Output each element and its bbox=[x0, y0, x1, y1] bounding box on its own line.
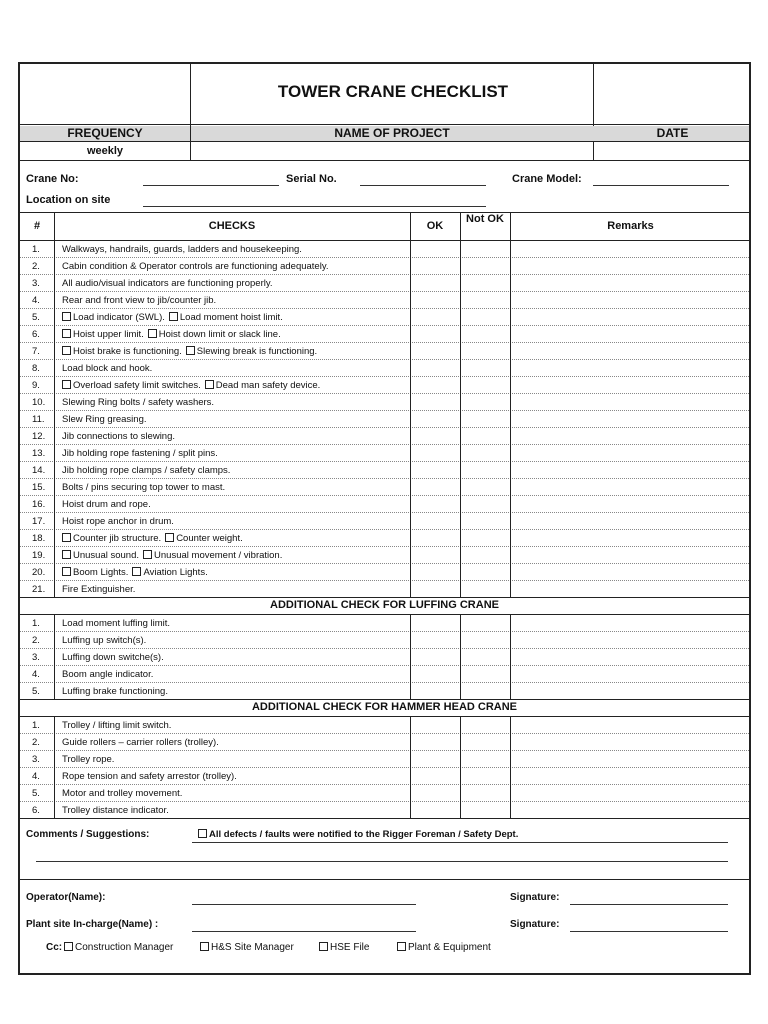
check-text bbox=[62, 465, 230, 476]
checkbox-icon bbox=[200, 942, 209, 951]
not-ok-cell[interactable] bbox=[461, 563, 509, 580]
date-label: DATE bbox=[656, 126, 689, 140]
plant-signature-label: Signature: bbox=[510, 919, 560, 930]
row-number: 4. bbox=[32, 295, 40, 306]
crane-no-field[interactable] bbox=[143, 185, 279, 186]
ok-cell[interactable] bbox=[411, 512, 459, 529]
check-text-part: Counter jib structure. bbox=[73, 533, 162, 544]
checkbox-icon bbox=[397, 942, 406, 951]
column-divider bbox=[510, 614, 511, 699]
row-number: 21. bbox=[32, 584, 46, 595]
column-divider bbox=[410, 716, 411, 818]
checkbox-icon[interactable] bbox=[148, 329, 157, 338]
comments-bottom-rule bbox=[20, 879, 749, 880]
ok-cell[interactable] bbox=[411, 665, 459, 682]
check-text-part: Aviation Lights. bbox=[143, 567, 208, 578]
ok-cell[interactable] bbox=[411, 461, 459, 478]
row-number: 15. bbox=[32, 482, 46, 493]
remarks-cell[interactable] bbox=[511, 750, 749, 767]
ok-cell[interactable] bbox=[411, 784, 459, 801]
cc-construction-manager[interactable]: Construction Manager bbox=[64, 942, 173, 953]
not-ok-cell[interactable] bbox=[461, 376, 509, 393]
not-ok-cell[interactable] bbox=[461, 495, 509, 512]
check-text-part: Boom Lights. bbox=[73, 567, 129, 578]
ok-cell[interactable] bbox=[411, 495, 459, 512]
column-divider bbox=[510, 212, 511, 597]
check-text-part: Slewing Ring bolts / safety washers. bbox=[62, 397, 215, 408]
serial-no-label: Serial No. bbox=[286, 173, 337, 185]
not-ok-cell[interactable] bbox=[461, 512, 509, 529]
check-text bbox=[62, 397, 214, 408]
check-text-part: Overload safety limit switches. bbox=[73, 380, 201, 391]
location-label: Location on site bbox=[26, 194, 111, 206]
check-text bbox=[62, 567, 208, 578]
ok-cell[interactable] bbox=[411, 359, 459, 376]
row-number: 2. bbox=[32, 737, 40, 748]
not-ok-cell[interactable] bbox=[461, 750, 509, 767]
ok-cell[interactable] bbox=[411, 648, 459, 665]
remarks-cell[interactable] bbox=[511, 784, 749, 801]
remarks-cell[interactable] bbox=[511, 359, 749, 376]
section-rule bbox=[20, 699, 749, 700]
check-text-part: Hoist drum and rope. bbox=[62, 499, 151, 510]
checkbox-icon[interactable] bbox=[62, 312, 71, 321]
check-text bbox=[62, 278, 273, 289]
hammer-section-title: ADDITIONAL CHECK FOR HAMMER HEAD CRANE bbox=[251, 701, 517, 713]
operator-signature-label: Signature: bbox=[510, 892, 560, 903]
remarks-cell[interactable] bbox=[511, 563, 749, 580]
remarks-cell[interactable] bbox=[511, 495, 749, 512]
row-number: 20. bbox=[32, 567, 46, 578]
row-number: 4. bbox=[32, 669, 40, 680]
remarks-cell[interactable] bbox=[511, 393, 749, 410]
not-ok-cell[interactable] bbox=[461, 580, 509, 597]
check-text bbox=[62, 329, 281, 340]
ok-cell[interactable] bbox=[411, 801, 459, 818]
column-divider bbox=[410, 212, 411, 597]
table-bottom-rule bbox=[20, 818, 749, 819]
check-text-part: Walkways, handrails, guards, ladders and housekeeping. bbox=[62, 244, 302, 255]
check-text bbox=[62, 635, 146, 646]
not-ok-cell[interactable] bbox=[461, 444, 509, 461]
not-ok-cell[interactable] bbox=[461, 393, 509, 410]
check-text-part: Trolley distance indicator. bbox=[62, 805, 169, 816]
ok-cell[interactable] bbox=[411, 291, 459, 308]
check-text-part: Slew Ring greasing. bbox=[62, 414, 147, 425]
check-text bbox=[62, 533, 243, 544]
remarks-cell[interactable] bbox=[511, 257, 749, 274]
operator-name-label: Operator(Name): bbox=[26, 892, 106, 903]
date-field[interactable] bbox=[594, 143, 751, 159]
ok-cell[interactable] bbox=[411, 427, 459, 444]
not-ok-cell[interactable] bbox=[461, 478, 509, 495]
remarks-cell[interactable] bbox=[511, 614, 749, 631]
not-ok-cell[interactable] bbox=[461, 801, 509, 818]
row-number: 13. bbox=[32, 448, 46, 459]
cc-plant-equipment[interactable]: Plant & Equipment bbox=[397, 942, 491, 953]
column-divider bbox=[54, 716, 55, 818]
check-text bbox=[62, 686, 168, 697]
check-text-part: Hoist down limit or slack line. bbox=[158, 329, 281, 340]
check-text-part: Unusual sound. bbox=[73, 550, 140, 561]
row-number: 2. bbox=[32, 635, 40, 646]
remarks-cell[interactable] bbox=[511, 716, 749, 733]
not-ok-cell[interactable] bbox=[461, 648, 509, 665]
checkbox-icon[interactable] bbox=[62, 533, 71, 542]
remarks-cell[interactable] bbox=[511, 682, 749, 699]
check-text-part: Luffing up switch(s). bbox=[62, 635, 147, 646]
checkbox-icon[interactable] bbox=[62, 567, 71, 576]
remarks-cell[interactable] bbox=[511, 648, 749, 665]
remarks-cell[interactable] bbox=[511, 631, 749, 648]
location-field[interactable] bbox=[143, 206, 486, 207]
check-text bbox=[62, 499, 151, 510]
defects-notified-label: All defects / faults were notified to the Rigger Foreman / Safety Dept. bbox=[209, 829, 519, 840]
column-divider bbox=[460, 716, 461, 818]
row-number: 2. bbox=[32, 261, 40, 272]
ok-cell[interactable] bbox=[411, 274, 459, 291]
remarks-cell[interactable] bbox=[511, 308, 749, 325]
ok-cell[interactable] bbox=[411, 257, 459, 274]
check-text-part: Guide rollers – carrier rollers (trolley). bbox=[62, 737, 219, 748]
check-text-part: Hoist rope anchor in drum. bbox=[62, 516, 174, 527]
row-number: 10. bbox=[32, 397, 46, 408]
check-text bbox=[62, 584, 135, 595]
checkbox-icon bbox=[198, 829, 207, 838]
check-text-part: Load moment hoist limit. bbox=[179, 312, 283, 323]
check-text-part: Jib connections to slewing. bbox=[62, 431, 176, 442]
check-text-part: Trolley rope. bbox=[62, 754, 115, 765]
ok-cell[interactable] bbox=[411, 716, 459, 733]
not-ok-cell[interactable] bbox=[461, 291, 509, 308]
check-text bbox=[62, 363, 152, 374]
remarks-cell[interactable] bbox=[511, 512, 749, 529]
row-number: 11. bbox=[32, 414, 45, 425]
ok-cell[interactable] bbox=[411, 393, 459, 410]
check-text-part: Load moment luffing limit. bbox=[62, 618, 171, 629]
row-number: 14. bbox=[32, 465, 46, 476]
crane-no-label: Crane No: bbox=[26, 173, 79, 185]
col-not-ok-header: Not OK bbox=[466, 213, 504, 225]
remarks-cell[interactable] bbox=[511, 478, 749, 495]
header-bottom-rule bbox=[20, 160, 749, 161]
check-text bbox=[62, 754, 114, 765]
col-ok-header: OK bbox=[426, 220, 444, 232]
not-ok-cell[interactable] bbox=[461, 461, 509, 478]
plant-signature-field[interactable] bbox=[570, 931, 728, 932]
check-text bbox=[62, 380, 320, 391]
check-text bbox=[62, 346, 317, 357]
row-number: 6. bbox=[32, 805, 40, 816]
row-number: 17. bbox=[32, 516, 46, 527]
remarks-cell[interactable] bbox=[511, 325, 749, 342]
check-text-part: Fire Extinguisher. bbox=[62, 584, 136, 595]
title-bottom-rule bbox=[20, 124, 749, 125]
checkbox-icon bbox=[319, 942, 328, 951]
check-text-part: Trolley / lifting limit switch. bbox=[62, 720, 172, 731]
title-divider-left bbox=[190, 64, 191, 124]
remarks-cell[interactable] bbox=[511, 801, 749, 818]
checkbox-icon[interactable] bbox=[165, 533, 174, 542]
ok-cell[interactable] bbox=[411, 444, 459, 461]
column-divider bbox=[54, 614, 55, 699]
checkbox-icon[interactable] bbox=[169, 312, 178, 321]
remarks-cell[interactable] bbox=[511, 427, 749, 444]
row-number: 6. bbox=[32, 329, 40, 340]
check-text bbox=[62, 482, 225, 493]
frequency-label: FREQUENCY bbox=[67, 126, 143, 140]
ok-cell[interactable] bbox=[411, 529, 459, 546]
check-text bbox=[62, 720, 171, 731]
check-text bbox=[62, 431, 175, 442]
row-number: 16. bbox=[32, 499, 46, 510]
not-ok-cell[interactable] bbox=[461, 257, 509, 274]
cc-hs-site-manager[interactable]: H&S Site Manager bbox=[200, 942, 294, 953]
check-text-part: Unusual movement / vibration. bbox=[154, 550, 283, 561]
not-ok-cell[interactable] bbox=[461, 342, 509, 359]
check-text bbox=[62, 516, 174, 527]
header-band-bottom-rule bbox=[20, 141, 749, 142]
serial-no-field[interactable] bbox=[360, 185, 486, 186]
row-number: 7. bbox=[32, 346, 40, 357]
not-ok-cell[interactable] bbox=[461, 716, 509, 733]
check-text-part: Boom angle indicator. bbox=[62, 669, 154, 680]
row-number: 4. bbox=[32, 771, 40, 782]
row-number: 1. bbox=[32, 244, 40, 255]
check-text-part: Load indicator (SWL). bbox=[73, 312, 165, 323]
frequency-value[interactable]: weekly bbox=[86, 145, 124, 157]
row-number: 19. bbox=[32, 550, 46, 561]
checkbox-icon[interactable] bbox=[132, 567, 141, 576]
row-number: 5. bbox=[32, 788, 40, 799]
checkbox-icon[interactable] bbox=[62, 380, 71, 389]
not-ok-cell[interactable] bbox=[461, 682, 509, 699]
check-text bbox=[62, 295, 216, 306]
operator-name-field[interactable] bbox=[192, 904, 416, 905]
column-divider bbox=[510, 716, 511, 818]
plant-incharge-field[interactable] bbox=[192, 931, 416, 932]
check-text-part: Cabin condition & Operator controls are functioning adequately. bbox=[62, 261, 329, 272]
operator-signature-field[interactable] bbox=[570, 904, 728, 905]
ok-cell[interactable] bbox=[411, 580, 459, 597]
section-rule bbox=[20, 597, 749, 598]
check-text-part: Slewing break is functioning. bbox=[196, 346, 318, 357]
not-ok-cell[interactable] bbox=[461, 631, 509, 648]
remarks-cell[interactable] bbox=[511, 529, 749, 546]
not-ok-cell[interactable] bbox=[461, 359, 509, 376]
crane-model-label: Crane Model: bbox=[512, 173, 582, 185]
ok-cell[interactable] bbox=[411, 546, 459, 563]
check-text-part: All audio/visual indicators are functioning properly. bbox=[62, 278, 273, 289]
crane-model-field[interactable] bbox=[593, 185, 729, 186]
ok-cell[interactable] bbox=[411, 308, 459, 325]
checkbox-icon[interactable] bbox=[205, 380, 214, 389]
remarks-cell[interactable] bbox=[511, 580, 749, 597]
not-ok-cell[interactable] bbox=[461, 308, 509, 325]
column-divider bbox=[54, 212, 55, 597]
not-ok-cell[interactable] bbox=[461, 427, 509, 444]
remarks-cell[interactable] bbox=[511, 240, 749, 257]
ok-cell[interactable] bbox=[411, 478, 459, 495]
row-number: 3. bbox=[32, 652, 40, 663]
remarks-cell[interactable] bbox=[511, 376, 749, 393]
ok-cell[interactable] bbox=[411, 750, 459, 767]
remarks-cell[interactable] bbox=[511, 410, 749, 427]
col-remarks-header: Remarks bbox=[607, 220, 654, 232]
remarks-cell[interactable] bbox=[511, 291, 749, 308]
row-number: 1. bbox=[32, 720, 40, 731]
remarks-cell[interactable] bbox=[511, 274, 749, 291]
not-ok-cell[interactable] bbox=[461, 325, 509, 342]
row-number: 3. bbox=[32, 278, 40, 289]
project-name-label: NAME OF PROJECT bbox=[334, 126, 450, 140]
column-divider bbox=[460, 614, 461, 699]
remarks-cell[interactable] bbox=[511, 546, 749, 563]
check-text bbox=[62, 771, 237, 782]
comments-label: Comments / Suggestions: bbox=[26, 829, 150, 840]
ok-cell[interactable] bbox=[411, 682, 459, 699]
checklist-form bbox=[18, 62, 751, 975]
checkbox-icon[interactable] bbox=[62, 550, 71, 559]
ok-cell[interactable] bbox=[411, 240, 459, 257]
check-text bbox=[62, 805, 169, 816]
check-text-part: Dead man safety device. bbox=[215, 380, 321, 391]
ok-cell[interactable] bbox=[411, 376, 459, 393]
not-ok-cell[interactable] bbox=[461, 410, 509, 427]
checkbox-icon bbox=[64, 942, 73, 951]
checkbox-icon[interactable] bbox=[143, 550, 152, 559]
not-ok-cell[interactable] bbox=[461, 784, 509, 801]
row-number: 1. bbox=[32, 618, 40, 629]
check-text bbox=[62, 550, 282, 561]
col-checks-header: CHECKS bbox=[208, 220, 256, 232]
remarks-cell[interactable] bbox=[511, 733, 749, 750]
check-text bbox=[62, 448, 218, 459]
not-ok-cell[interactable] bbox=[461, 614, 509, 631]
check-text-part: Rear and front view to jib/counter jib. bbox=[62, 295, 217, 306]
ok-cell[interactable] bbox=[411, 325, 459, 342]
check-text bbox=[62, 312, 283, 323]
defects-notified-checkbox[interactable] bbox=[198, 829, 518, 840]
column-divider bbox=[460, 212, 461, 597]
not-ok-cell[interactable] bbox=[461, 546, 509, 563]
check-text-part: Luffing brake functioning. bbox=[62, 686, 168, 697]
check-text-part: Motor and trolley movement. bbox=[62, 788, 183, 799]
check-text-part: Jib holding rope clamps / safety clamps. bbox=[62, 465, 231, 476]
ok-cell[interactable] bbox=[411, 733, 459, 750]
row-number: 5. bbox=[32, 686, 40, 697]
ok-cell[interactable] bbox=[411, 767, 459, 784]
checkbox-icon[interactable] bbox=[186, 346, 195, 355]
row-number: 3. bbox=[32, 754, 40, 765]
check-text-part: Load block and hook. bbox=[62, 363, 153, 374]
checkbox-icon[interactable] bbox=[62, 346, 71, 355]
row-number: 8. bbox=[32, 363, 40, 374]
check-text-part: Counter weight. bbox=[176, 533, 243, 544]
comments-field-line-1[interactable] bbox=[192, 842, 728, 843]
check-text bbox=[62, 414, 147, 425]
column-divider bbox=[410, 614, 411, 699]
row-number: 9. bbox=[32, 380, 40, 391]
header-divider-left bbox=[190, 124, 191, 160]
check-text bbox=[62, 788, 182, 799]
check-text-part: Jib holding rope fastening / split pins. bbox=[62, 448, 218, 459]
plant-incharge-label: Plant site In-charge(Name) : bbox=[26, 919, 159, 930]
remarks-cell[interactable] bbox=[511, 461, 749, 478]
row-number: 12. bbox=[32, 431, 46, 442]
remarks-cell[interactable] bbox=[511, 767, 749, 784]
not-ok-cell[interactable] bbox=[461, 733, 509, 750]
ok-cell[interactable] bbox=[411, 342, 459, 359]
check-text-part: Luffing down switche(s). bbox=[62, 652, 164, 663]
project-name-field[interactable] bbox=[192, 143, 592, 159]
ok-cell[interactable] bbox=[411, 614, 459, 631]
luffing-section-title: ADDITIONAL CHECK FOR LUFFING CRANE bbox=[270, 599, 499, 611]
not-ok-cell[interactable] bbox=[461, 665, 509, 682]
ok-cell[interactable] bbox=[411, 410, 459, 427]
check-text-part: Rope tension and safety arrestor (trolley). bbox=[62, 771, 237, 782]
check-text bbox=[62, 737, 219, 748]
check-text bbox=[62, 669, 153, 680]
not-ok-cell[interactable] bbox=[461, 767, 509, 784]
remarks-cell[interactable] bbox=[511, 444, 749, 461]
page-title: TOWER CRANE CHECKLIST bbox=[277, 82, 509, 101]
row-number: 5. bbox=[32, 312, 40, 323]
check-text bbox=[62, 261, 329, 272]
not-ok-cell[interactable] bbox=[461, 529, 509, 546]
check-text bbox=[62, 244, 302, 255]
row-number: 18. bbox=[32, 533, 46, 544]
remarks-cell[interactable] bbox=[511, 665, 749, 682]
check-text-part: Hoist upper limit. bbox=[73, 329, 144, 340]
cc-label: Cc: bbox=[46, 942, 63, 953]
not-ok-cell[interactable] bbox=[461, 240, 509, 257]
info-bottom-rule bbox=[20, 212, 749, 213]
cc-hse-file[interactable]: HSE File bbox=[319, 942, 369, 953]
comments-field-line-2[interactable] bbox=[36, 861, 728, 862]
ok-cell[interactable] bbox=[411, 631, 459, 648]
remarks-cell[interactable] bbox=[511, 342, 749, 359]
not-ok-cell[interactable] bbox=[461, 274, 509, 291]
col-number-header: # bbox=[33, 220, 41, 232]
ok-cell[interactable] bbox=[411, 563, 459, 580]
checkbox-icon[interactable] bbox=[62, 329, 71, 338]
check-text bbox=[62, 652, 164, 663]
check-text bbox=[62, 618, 170, 629]
check-text-part: Hoist brake is functioning. bbox=[73, 346, 182, 357]
check-text-part: Bolts / pins securing top tower to mast. bbox=[62, 482, 226, 493]
